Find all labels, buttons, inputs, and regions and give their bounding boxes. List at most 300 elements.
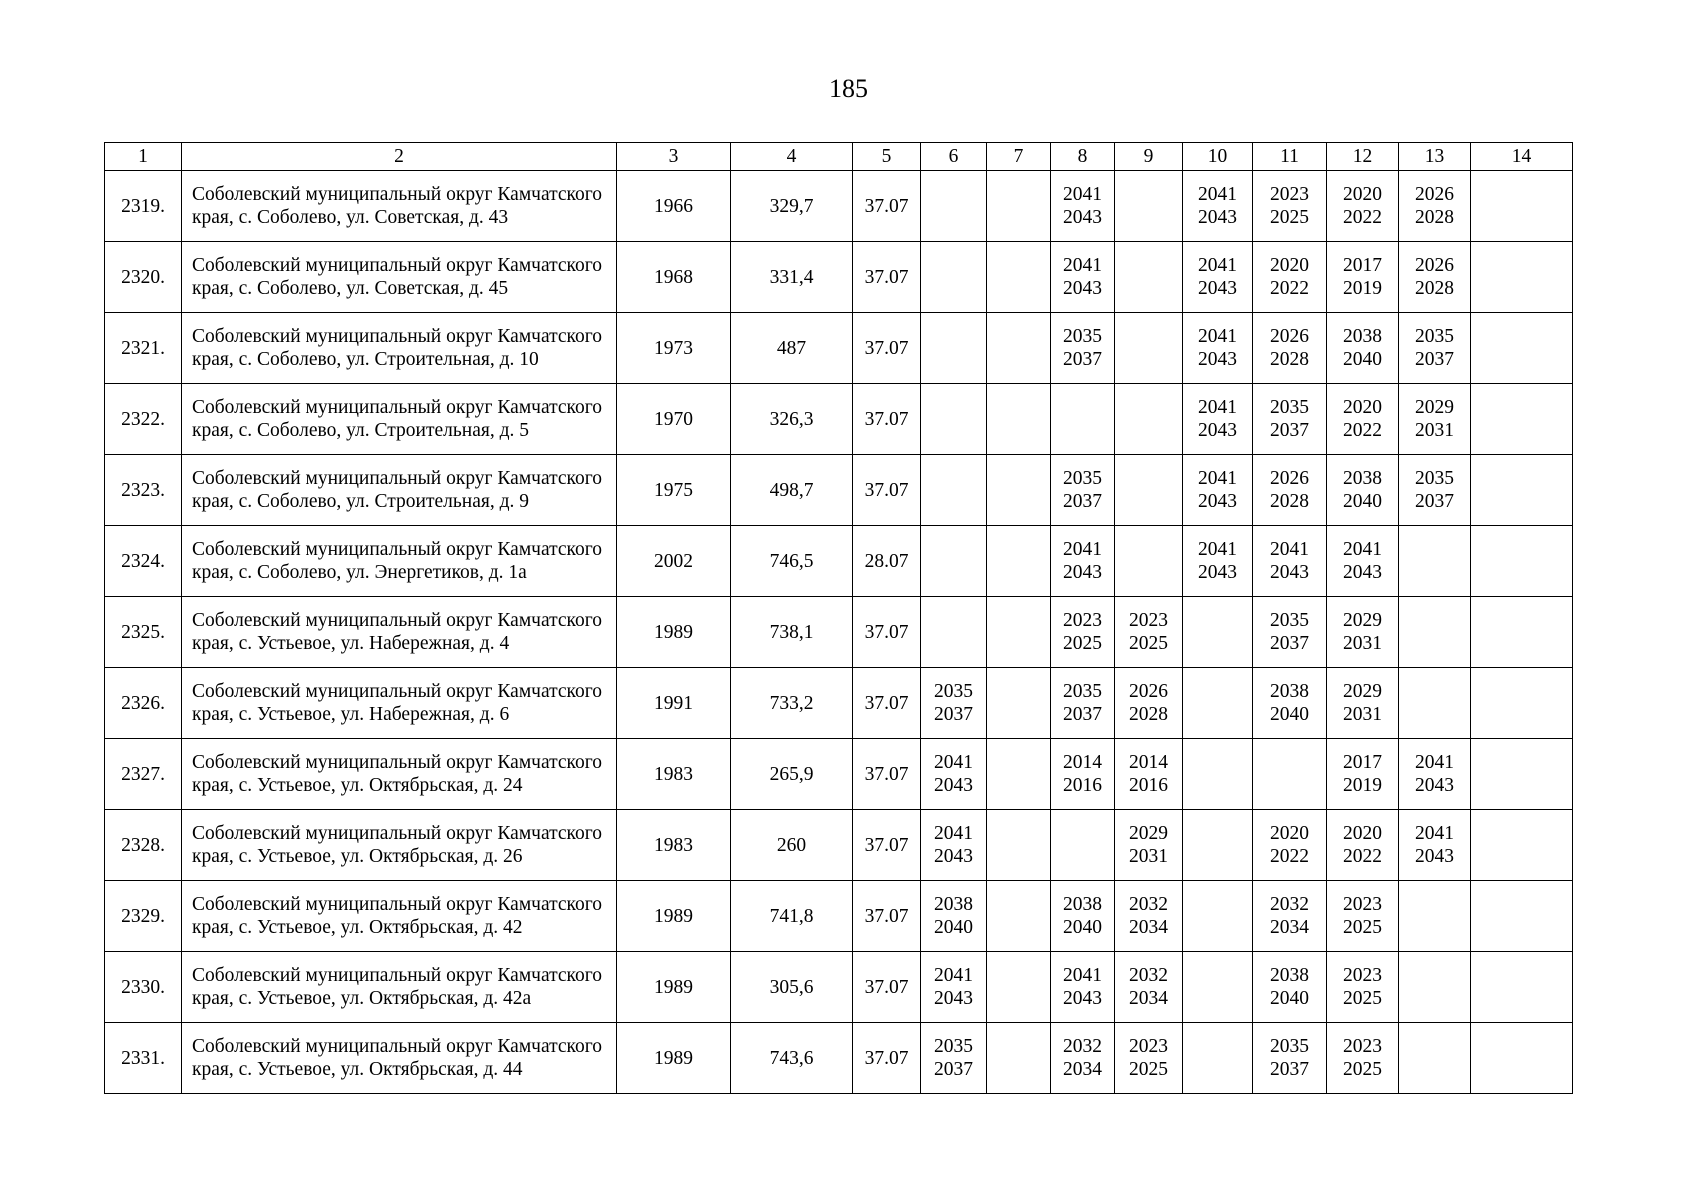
period-start-year: 2014 (1063, 752, 1102, 773)
period-start-year: 2032 (1129, 965, 1168, 986)
period-end-year: 2034 (1063, 1059, 1102, 1080)
period-cell-12 (1327, 455, 1399, 526)
period-cell-11 (1253, 313, 1327, 384)
period-cell-14 (1471, 526, 1573, 597)
period-cell-7 (987, 952, 1051, 1023)
period-cell-13 (1399, 526, 1471, 597)
year-built-cell: 1983 (617, 739, 731, 810)
period-cell-9 (1115, 668, 1183, 739)
period-start-year: 2038 (1343, 468, 1382, 489)
year-built-cell: 1968 (617, 242, 731, 313)
period-end-year: 2028 (1129, 704, 1168, 725)
column-header: 6 (921, 143, 987, 171)
period-end-year: 2043 (1415, 846, 1454, 867)
period-cell-10 (1183, 739, 1253, 810)
column-header: 9 (1115, 143, 1183, 171)
year-built-cell: 1989 (617, 952, 731, 1023)
period-cell-9 (1115, 597, 1183, 668)
period-cell-14 (1471, 739, 1573, 810)
period-start-year: 2017 (1343, 255, 1382, 276)
period-cell-14 (1471, 1023, 1573, 1094)
period-cell-11 (1253, 242, 1327, 313)
period-start-year: 2041 (1063, 539, 1102, 560)
period-end-year: 2037 (1415, 349, 1454, 370)
row-number-cell: 2324. (105, 526, 182, 597)
period-start-year: 2023 (1343, 894, 1382, 915)
period-start-year: 2026 (1415, 255, 1454, 276)
period-cell-12 (1327, 313, 1399, 384)
period-cell-13 (1399, 952, 1471, 1023)
area-cell: 265,9 (731, 739, 853, 810)
period-end-year: 2028 (1270, 491, 1309, 512)
table-row (105, 171, 1573, 242)
address-cell: Соболевский муниципальный округ Камчатского края, с. Устьевое, ул. Набережная, д. 4 (182, 597, 617, 668)
period-cell-13 (1399, 313, 1471, 384)
period-start-year: 2032 (1270, 894, 1309, 915)
period-end-year: 2025 (1343, 917, 1382, 938)
area-cell: 733,2 (731, 668, 853, 739)
period-cell-8 (1051, 881, 1115, 952)
period-cell-7 (987, 526, 1051, 597)
wear-code-cell: 37.07 (853, 1023, 921, 1094)
period-start-year: 2026 (1415, 184, 1454, 205)
period-start-year: 2038 (1270, 681, 1309, 702)
period-cell-10 (1183, 242, 1253, 313)
period-cell-13 (1399, 597, 1471, 668)
period-end-year: 2043 (1063, 207, 1102, 228)
address-cell: Соболевский муниципальный округ Камчатского края, с. Соболево, ул. Строительная, д. 9 (182, 455, 617, 526)
period-start-year: 2023 (1129, 610, 1168, 631)
period-start-year: 2017 (1343, 752, 1382, 773)
row-number-cell: 2322. (105, 384, 182, 455)
period-cell-7 (987, 597, 1051, 668)
period-cell-9 (1115, 810, 1183, 881)
period-cell-6 (921, 455, 987, 526)
area-cell: 331,4 (731, 242, 853, 313)
period-cell-12 (1327, 810, 1399, 881)
period-start-year: 2035 (1270, 397, 1309, 418)
period-cell-14 (1471, 668, 1573, 739)
area-cell: 743,6 (731, 1023, 853, 1094)
period-start-year: 2023 (1343, 1036, 1382, 1057)
row-number-cell: 2327. (105, 739, 182, 810)
period-cell-10 (1183, 597, 1253, 668)
period-cell-9 (1115, 171, 1183, 242)
period-end-year: 2037 (1063, 491, 1102, 512)
period-cell-7 (987, 313, 1051, 384)
period-end-year: 2019 (1343, 278, 1382, 299)
period-start-year: 2038 (1343, 326, 1382, 347)
period-cell-9 (1115, 952, 1183, 1023)
period-cell-12 (1327, 171, 1399, 242)
period-end-year: 2037 (1063, 349, 1102, 370)
period-cell-14 (1471, 810, 1573, 881)
period-cell-13 (1399, 242, 1471, 313)
period-cell-6 (921, 171, 987, 242)
period-end-year: 2043 (1198, 491, 1237, 512)
period-end-year: 2043 (1198, 207, 1237, 228)
period-cell-7 (987, 242, 1051, 313)
area-cell: 738,1 (731, 597, 853, 668)
period-start-year: 2023 (1270, 184, 1309, 205)
period-start-year: 2041 (1198, 468, 1237, 489)
period-start-year: 2041 (1198, 539, 1237, 560)
area-cell: 260 (731, 810, 853, 881)
period-cell-9 (1115, 242, 1183, 313)
address-cell: Соболевский муниципальный округ Камчатского края, с. Соболево, ул. Советская, д. 45 (182, 242, 617, 313)
period-cell-9 (1115, 455, 1183, 526)
period-cell-8 (1051, 739, 1115, 810)
period-end-year: 2016 (1129, 775, 1168, 796)
period-end-year: 2037 (1270, 633, 1309, 654)
period-start-year: 2023 (1129, 1036, 1168, 1057)
period-start-year: 2041 (1198, 397, 1237, 418)
period-start-year: 2041 (934, 752, 973, 773)
period-cell-10 (1183, 526, 1253, 597)
column-header: 2 (182, 143, 617, 171)
period-end-year: 2025 (1129, 633, 1168, 654)
period-end-year: 2043 (1343, 562, 1382, 583)
period-start-year: 2020 (1343, 397, 1382, 418)
page-number: 185 (829, 74, 868, 103)
period-start-year: 2041 (1415, 823, 1454, 844)
period-end-year: 2031 (1343, 704, 1382, 725)
period-end-year: 2022 (1343, 846, 1382, 867)
table-row (105, 881, 1573, 952)
period-end-year: 2034 (1129, 988, 1168, 1009)
period-start-year: 2035 (1270, 610, 1309, 631)
wear-code-cell: 37.07 (853, 171, 921, 242)
column-header: 3 (617, 143, 731, 171)
period-start-year: 2020 (1343, 823, 1382, 844)
row-number-cell: 2321. (105, 313, 182, 384)
period-end-year: 2043 (934, 846, 973, 867)
period-cell-6 (921, 739, 987, 810)
table-row (105, 597, 1573, 668)
period-end-year: 2037 (1270, 420, 1309, 441)
housing-register-table (104, 142, 1573, 1094)
row-number-cell: 2330. (105, 952, 182, 1023)
period-start-year: 2029 (1415, 397, 1454, 418)
period-start-year: 2041 (1198, 255, 1237, 276)
period-cell-6 (921, 881, 987, 952)
period-cell-6 (921, 526, 987, 597)
column-header: 13 (1399, 143, 1471, 171)
period-end-year: 2031 (1129, 846, 1168, 867)
period-cell-14 (1471, 384, 1573, 455)
area-cell: 326,3 (731, 384, 853, 455)
period-cell-14 (1471, 242, 1573, 313)
area-cell: 746,5 (731, 526, 853, 597)
period-cell-13 (1399, 455, 1471, 526)
period-end-year: 2025 (1343, 1059, 1382, 1080)
period-cell-11 (1253, 455, 1327, 526)
column-header: 4 (731, 143, 853, 171)
period-end-year: 2037 (1270, 1059, 1309, 1080)
wear-code-cell: 37.07 (853, 384, 921, 455)
wear-code-cell: 37.07 (853, 739, 921, 810)
period-cell-10 (1183, 881, 1253, 952)
period-cell-13 (1399, 171, 1471, 242)
address-cell: Соболевский муниципальный округ Камчатского края, с. Соболево, ул. Советская, д. 43 (182, 171, 617, 242)
period-cell-13 (1399, 668, 1471, 739)
column-header: 5 (853, 143, 921, 171)
table-row (105, 810, 1573, 881)
period-cell-14 (1471, 881, 1573, 952)
period-end-year: 2043 (1063, 278, 1102, 299)
row-number-cell: 2319. (105, 171, 182, 242)
address-cell: Соболевский муниципальный округ Камчатского края, с. Устьевое, ул. Набережная, д. 6 (182, 668, 617, 739)
period-cell-7 (987, 455, 1051, 526)
period-end-year: 2040 (1343, 491, 1382, 512)
period-start-year: 2029 (1343, 610, 1382, 631)
period-end-year: 2043 (1198, 349, 1237, 370)
period-cell-10 (1183, 810, 1253, 881)
period-start-year: 2035 (1063, 326, 1102, 347)
period-cell-10 (1183, 455, 1253, 526)
period-start-year: 2041 (1198, 184, 1237, 205)
table-row (105, 739, 1573, 810)
period-end-year: 2016 (1063, 775, 1102, 796)
period-cell-14 (1471, 313, 1573, 384)
period-cell-12 (1327, 242, 1399, 313)
period-cell-13 (1399, 881, 1471, 952)
period-cell-11 (1253, 810, 1327, 881)
period-cell-12 (1327, 526, 1399, 597)
period-start-year: 2035 (1415, 468, 1454, 489)
year-built-cell: 1989 (617, 1023, 731, 1094)
period-cell-10 (1183, 313, 1253, 384)
row-number-cell: 2323. (105, 455, 182, 526)
column-header: 1 (105, 143, 182, 171)
column-number-header-row (105, 143, 1573, 171)
period-start-year: 2041 (934, 965, 973, 986)
period-cell-9 (1115, 313, 1183, 384)
year-built-cell: 1970 (617, 384, 731, 455)
period-end-year: 2028 (1415, 278, 1454, 299)
period-end-year: 2040 (1063, 917, 1102, 938)
area-cell: 487 (731, 313, 853, 384)
period-cell-12 (1327, 1023, 1399, 1094)
period-cell-6 (921, 597, 987, 668)
period-start-year: 2035 (934, 681, 973, 702)
period-end-year: 2022 (1270, 278, 1309, 299)
year-built-cell: 1983 (617, 810, 731, 881)
period-start-year: 2041 (1063, 965, 1102, 986)
period-cell-14 (1471, 952, 1573, 1023)
wear-code-cell: 37.07 (853, 952, 921, 1023)
period-end-year: 2037 (934, 704, 973, 725)
period-start-year: 2041 (1198, 326, 1237, 347)
period-start-year: 2029 (1129, 823, 1168, 844)
wear-code-cell: 28.07 (853, 526, 921, 597)
period-start-year: 2041 (934, 823, 973, 844)
period-cell-11 (1253, 526, 1327, 597)
area-cell: 741,8 (731, 881, 853, 952)
row-number-cell: 2326. (105, 668, 182, 739)
period-end-year: 2043 (934, 988, 973, 1009)
period-end-year: 2037 (1063, 704, 1102, 725)
address-cell: Соболевский муниципальный округ Камчатского края, с. Соболево, ул. Строительная, д. 5 (182, 384, 617, 455)
period-end-year: 2022 (1343, 207, 1382, 228)
period-cell-11 (1253, 739, 1327, 810)
period-start-year: 2023 (1343, 965, 1382, 986)
address-cell: Соболевский муниципальный округ Камчатского края, с. Устьевое, ул. Октябрьская, д. 26 (182, 810, 617, 881)
period-cell-6 (921, 242, 987, 313)
period-end-year: 2040 (1270, 988, 1309, 1009)
period-start-year: 2020 (1343, 184, 1382, 205)
column-header: 10 (1183, 143, 1253, 171)
period-cell-8 (1051, 952, 1115, 1023)
wear-code-cell: 37.07 (853, 242, 921, 313)
period-end-year: 2028 (1270, 349, 1309, 370)
table-row (105, 313, 1573, 384)
address-cell: Соболевский муниципальный округ Камчатского края, с. Соболево, ул. Энергетиков, д. 1а (182, 526, 617, 597)
period-end-year: 2025 (1129, 1059, 1168, 1080)
period-cell-9 (1115, 1023, 1183, 1094)
period-cell-10 (1183, 952, 1253, 1023)
period-cell-8 (1051, 597, 1115, 668)
period-end-year: 2043 (1198, 420, 1237, 441)
period-start-year: 2020 (1270, 255, 1309, 276)
period-cell-6 (921, 810, 987, 881)
period-start-year: 2014 (1129, 752, 1168, 773)
period-cell-11 (1253, 952, 1327, 1023)
area-cell: 305,6 (731, 952, 853, 1023)
year-built-cell: 1966 (617, 171, 731, 242)
period-cell-14 (1471, 171, 1573, 242)
period-start-year: 2032 (1063, 1036, 1102, 1057)
period-start-year: 2035 (1415, 326, 1454, 347)
period-end-year: 2040 (1343, 349, 1382, 370)
year-built-cell: 1975 (617, 455, 731, 526)
row-number-cell: 2329. (105, 881, 182, 952)
period-cell-12 (1327, 952, 1399, 1023)
period-end-year: 2034 (1129, 917, 1168, 938)
period-end-year: 2025 (1270, 207, 1309, 228)
period-cell-11 (1253, 384, 1327, 455)
period-cell-7 (987, 810, 1051, 881)
period-cell-8 (1051, 668, 1115, 739)
address-cell: Соболевский муниципальный округ Камчатского края, с. Устьевое, ул. Октябрьская, д. 42а (182, 952, 617, 1023)
period-start-year: 2026 (1270, 326, 1309, 347)
period-cell-10 (1183, 668, 1253, 739)
period-end-year: 2043 (1063, 562, 1102, 583)
period-cell-11 (1253, 881, 1327, 952)
area-cell: 329,7 (731, 171, 853, 242)
address-cell: Соболевский муниципальный округ Камчатского края, с. Устьевое, ул. Октябрьская, д. 44 (182, 1023, 617, 1094)
period-end-year: 2043 (934, 775, 973, 796)
period-cell-7 (987, 1023, 1051, 1094)
period-cell-8 (1051, 455, 1115, 526)
period-start-year: 2038 (934, 894, 973, 915)
period-cell-7 (987, 881, 1051, 952)
period-end-year: 2022 (1270, 846, 1309, 867)
period-start-year: 2035 (1063, 681, 1102, 702)
period-end-year: 2019 (1343, 775, 1382, 796)
year-built-cell: 1989 (617, 597, 731, 668)
period-start-year: 2038 (1063, 894, 1102, 915)
period-start-year: 2023 (1063, 610, 1102, 631)
period-cell-13 (1399, 739, 1471, 810)
period-end-year: 2043 (1270, 562, 1309, 583)
period-end-year: 2031 (1415, 420, 1454, 441)
year-built-cell: 1989 (617, 881, 731, 952)
period-cell-14 (1471, 455, 1573, 526)
row-number-cell: 2325. (105, 597, 182, 668)
period-cell-12 (1327, 597, 1399, 668)
period-end-year: 2025 (1063, 633, 1102, 654)
address-cell: Соболевский муниципальный округ Камчатского края, с. Устьевое, ул. Октябрьская, д. 42 (182, 881, 617, 952)
period-end-year: 2043 (1063, 988, 1102, 1009)
period-cell-13 (1399, 1023, 1471, 1094)
table-row (105, 1023, 1573, 1094)
address-cell: Соболевский муниципальный округ Камчатского края, с. Устьевое, ул. Октябрьская, д. 24 (182, 739, 617, 810)
period-cell-6 (921, 668, 987, 739)
address-cell: Соболевский муниципальный округ Камчатского края, с. Соболево, ул. Строительная, д. 10 (182, 313, 617, 384)
period-cell-10 (1183, 171, 1253, 242)
period-cell-9 (1115, 881, 1183, 952)
period-cell-12 (1327, 881, 1399, 952)
area-cell: 498,7 (731, 455, 853, 526)
year-built-cell: 1991 (617, 668, 731, 739)
period-cell-9 (1115, 739, 1183, 810)
column-header: 11 (1253, 143, 1327, 171)
table-row (105, 455, 1573, 526)
period-cell-7 (987, 739, 1051, 810)
table-row (105, 668, 1573, 739)
period-cell-8 (1051, 526, 1115, 597)
period-start-year: 2035 (934, 1036, 973, 1057)
period-cell-8 (1051, 171, 1115, 242)
period-end-year: 2031 (1343, 633, 1382, 654)
wear-code-cell: 37.07 (853, 881, 921, 952)
period-cell-8 (1051, 384, 1115, 455)
row-number-cell: 2328. (105, 810, 182, 881)
table-row (105, 242, 1573, 313)
period-start-year: 2041 (1415, 752, 1454, 773)
period-cell-8 (1051, 242, 1115, 313)
period-start-year: 2035 (1270, 1036, 1309, 1057)
period-cell-7 (987, 384, 1051, 455)
period-cell-8 (1051, 313, 1115, 384)
year-built-cell: 2002 (617, 526, 731, 597)
period-end-year: 2028 (1415, 207, 1454, 228)
period-start-year: 2026 (1129, 681, 1168, 702)
period-start-year: 2041 (1063, 184, 1102, 205)
period-start-year: 2029 (1343, 681, 1382, 702)
column-header: 7 (987, 143, 1051, 171)
table-row (105, 952, 1573, 1023)
row-number-cell: 2320. (105, 242, 182, 313)
period-start-year: 2041 (1343, 539, 1382, 560)
wear-code-cell: 37.07 (853, 810, 921, 881)
period-start-year: 2041 (1063, 255, 1102, 276)
period-cell-7 (987, 668, 1051, 739)
period-cell-12 (1327, 384, 1399, 455)
period-cell-6 (921, 313, 987, 384)
period-start-year: 2035 (1063, 468, 1102, 489)
period-cell-13 (1399, 810, 1471, 881)
period-cell-10 (1183, 1023, 1253, 1094)
period-start-year: 2038 (1270, 965, 1309, 986)
period-end-year: 2022 (1343, 420, 1382, 441)
year-built-cell: 1973 (617, 313, 731, 384)
period-end-year: 2043 (1198, 562, 1237, 583)
period-end-year: 2043 (1198, 278, 1237, 299)
period-cell-12 (1327, 739, 1399, 810)
period-cell-11 (1253, 1023, 1327, 1094)
